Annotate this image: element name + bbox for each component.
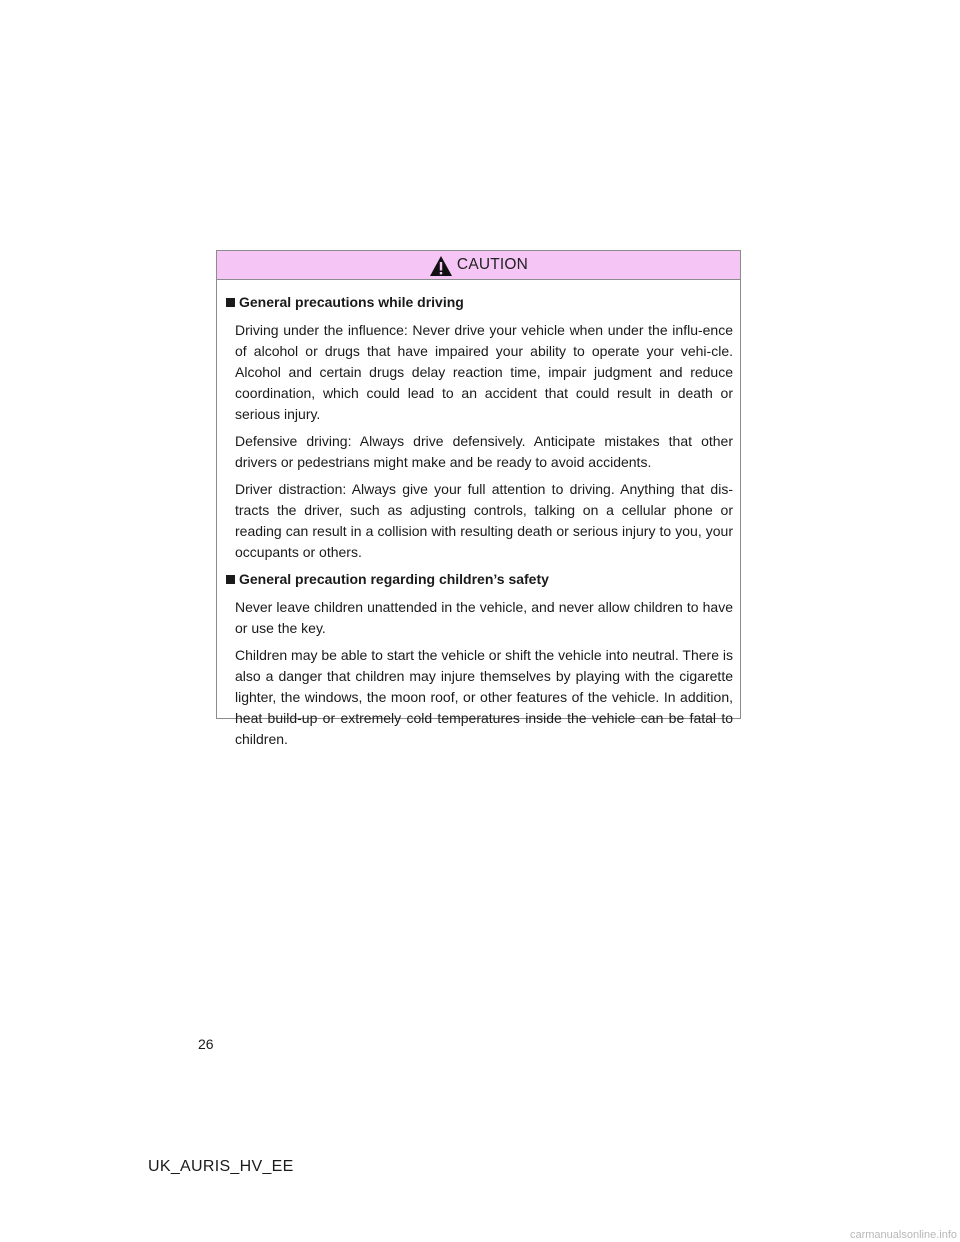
section-heading: General precaution regarding children’s safety [226,569,733,589]
paragraph: Never leave children unattended in the vehicle, and never allow children to have or use the key. [235,599,733,636]
warning-triangle-icon [429,255,453,277]
document-code: UK_AURIS_HV_EE [148,1158,294,1175]
square-bullet-icon [226,298,235,307]
section-heading: General precautions while driving [226,292,733,312]
paragraph: Children may be able to start the vehicle or shift the vehicle into neutral. There is also a danger that children may injure themselves by playing with the cigarette lighter, the windows, the moon roof, or other features of the vehicle. In addition, heat build-up or extremely cold temperatures inside the vehicle can be fatal to children. [235,647,733,747]
caution-box [216,250,741,747]
square-bullet-icon [226,575,235,584]
caution-title: CAUTION [456,256,529,273]
watermark: carmanualsonline.info [849,1229,957,1241]
caution-body [217,280,740,750]
paragraph: Defensive driving: Always drive defensively. Anticipate mistakes that other drivers or pedestrians might make and be ready to avoid accidents. [235,433,733,470]
paragraph: Driver distraction: Always give your full attention to driving. Anything that dis-tracts the driver, such as adjusting controls, talking on a cellular phone or reading can result in a collision with resulting death or serious injury to you, your occupants or others. [235,481,733,560]
page-number: 26 [198,1036,214,1052]
caution-header [217,251,740,280]
paragraph: Driving under the influence: Never drive your vehicle when under the influ-ence of alcohol or drugs that have impaired your ability to operate your vehi-cle. Alcohol and certain drugs delay reaction time, impair judgment and reduce coordination, which could lead to an accident that could result in death or serious injury. [235,322,733,422]
